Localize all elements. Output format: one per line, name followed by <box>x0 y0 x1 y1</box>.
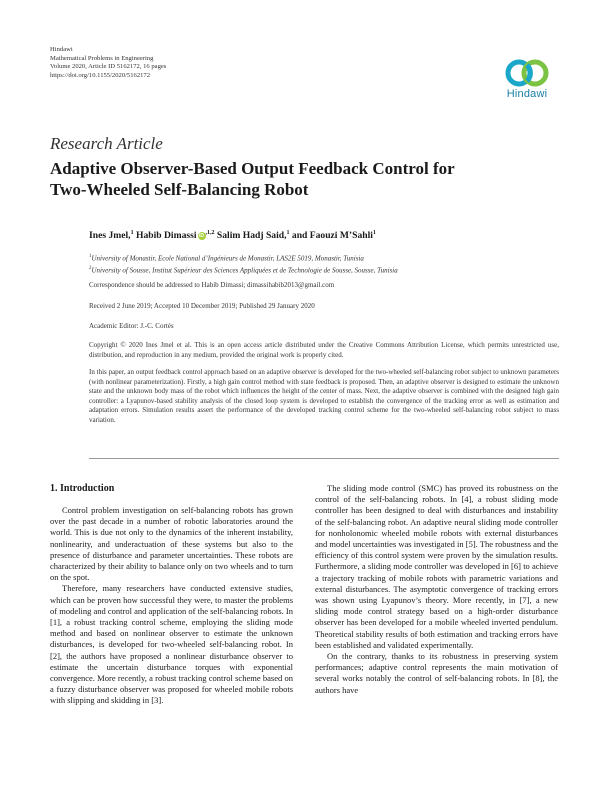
publisher-name: Hindawi <box>50 46 73 53</box>
author-affiliation-mark: 1 <box>286 230 290 236</box>
author-name: Habib Dimassi <box>135 230 197 242</box>
affiliations <box>89 252 559 276</box>
orcid-icon[interactable]: iD <box>199 233 204 240</box>
hindawi-logo-text: Hindawi <box>506 88 548 100</box>
publication-dates: Received 2 June 2019; Accepted 10 December 2019; Published 29 January 2020 <box>89 302 315 310</box>
title-line-1: Adaptive Observer-Based Output Feedback Control for <box>50 159 455 178</box>
author-affiliation-mark: 1 <box>130 230 134 236</box>
body-paragraph: Control problem investigation on self-balancing robots has grown over the past decade in a number of robotic laboratories around the world. This is due not only to the dynamics of the inherent instability, nonlinearity, and underactuation of these systems but also to the presence of disturbance and parameter uncertainties. These robots are characterized by their ability to balance only on two wheels and to turn on the spot. <box>50 505 293 583</box>
academic-editor: Academic Editor: J.-C. Cortés <box>89 322 174 330</box>
affiliation-item: $^1$University of Monastir, Ecole National d’Ingénieurs de Monastir, LAS2E 5019, Monastir, Tunisia <box>89 254 364 263</box>
body-paragraph: The sliding mode control (SMC) has proved its robustness on the control of the self-balancing robots. In [4], a robust sliding mode controller has been designed to deal with disturbances and instability of the self-balancing robot. An adaptive neural sliding mode controller for nonholonomic wheeled mobile robots with external disturbances and model uncertainties was investigated in [5]. The robustness and the efficiency of this control system were proven by the simulation results. Furthermore, a sliding mode controller was developed in [6] to achieve a trajectory tracking of mobile robots with parametric variations and external disturbances. The asymptotic convergence of tracking errors was shown using Lyapunov’s theory. More recently, in [7], a new sliding mode control strategy based on a high-order disturbance observer has been developed for a mobile wheeled inverted pendulum. Theoretical stability results of both estimation and tracking errors have been established and validated experimentally. <box>315 483 558 650</box>
author-name: Salim Hadj Said, <box>216 230 287 242</box>
author-name: and Faouzi M’Sahli <box>291 230 373 242</box>
section-heading: 1. Introduction <box>50 483 115 494</box>
abstract: In this paper, an output feedback control approach based on an adaptive observer is developed for the two-wheeled self-balancing robot subject to unknown parameters (with nonlinear parameterization). Firstly, a high gain control method with state feedback is proposed. Then, an adaptive observer is designed to estimate the unknown state and the unknown body mass of the robot which influences the height of the center of mass. Next, the adaptive observer is combined with the designed high gain controller: a Lyapunov-based stability analysis of the closed loop system is developed to establish the convergence of the tracking error as well as estimation and adaptation errors. Simulation results assert the performance of the developed tracking control scheme for the two-wheeled self-balancing robot subject to mass variation. <box>89 368 559 424</box>
volume-line: Volume 2020, Article ID 5162172, 16 pages <box>50 63 167 71</box>
correspondence: Correspondence should be addressed to Habib Dimassi; dimassihabib2013@gmail.com <box>89 281 335 289</box>
author-name: Ines Jmel, <box>89 230 131 242</box>
author-affiliation-mark: 1 <box>372 230 376 236</box>
journal-name: Mathematical Problems in Engineering <box>50 54 154 62</box>
author-affiliation-mark: ,1,2 <box>205 230 215 236</box>
title-line-2: Two-Wheeled Self-Balancing Robot <box>50 180 309 199</box>
body-column-right <box>315 483 558 696</box>
body-column-left <box>50 483 293 707</box>
section-label: Research Article <box>50 134 163 153</box>
body-paragraph: Therefore, many researchers have conducted extensive studies, which can be proven how successful they were, to master the problems of modeling and control and application of the self-balancing robots. In [1], a robust tracking control scheme, employing the sliding mode method and based on nonlinear observer to estimate the unknown disturbances, is developed for two-wheeled self-balancing robot. In [2], the authors have proposed a nonlinear disturbance observer to estimate the uncertain disturbance torques with exponential convergence. More recently, a robust tracking control scheme based on a fuzzy disturbance observer was proposed for wheeled mobile robots with slipping and skidding in [3]. <box>50 583 293 706</box>
body-paragraph: On the contrary, thanks to its robustness in preserving system performances; adaptive control represents the main motivation of several works notably the control of self-balancing robots. In [8], the authors have <box>315 651 558 695</box>
copyright-notice: Copyright © 2020 Ines Jmel et al. This is an open access article distributed under the Creative Commons Attribution License, which permits unrestricted use, distribution, and reproduction in any medium, provided the original work is properly cited. <box>89 341 559 359</box>
divider <box>89 458 559 459</box>
doi-link[interactable]: https://doi.org/10.1155/2020/5162172 <box>50 71 151 79</box>
affiliation-item: $^2$University of Sousse, Institut Supérieur des Sciences Appliquées et de Technologie de Sousse, Sousse, Tunisia <box>89 265 398 275</box>
journal-meta <box>50 46 166 80</box>
author-list <box>89 230 569 241</box>
article-title <box>50 158 530 200</box>
